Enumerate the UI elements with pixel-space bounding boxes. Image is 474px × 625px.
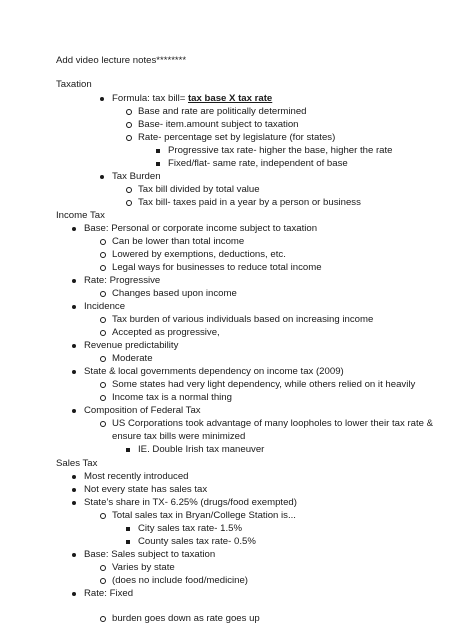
bullet-icon (72, 592, 76, 596)
list-item-text: Tax bill divided by total value (138, 184, 260, 195)
list-item-text: Base: Sales subject to taxation (84, 549, 216, 560)
circle-bullet-icon (100, 382, 106, 388)
formula-label: Formula: tax bill= (112, 93, 188, 104)
income-tax-heading: Income Tax (56, 210, 105, 221)
circle-bullet-icon (100, 252, 106, 258)
list-item-text: Base: Personal or corporate income subject to taxation (84, 223, 318, 234)
circle-bullet-icon (126, 200, 132, 206)
list-item-text: Base- item.amount subject to taxation (138, 119, 299, 130)
circle-bullet-icon (100, 513, 106, 519)
formula-emphasis: tax base X tax rate (187, 93, 273, 104)
list-item-text: Some states had very light dependency, while others relied on it heavily (112, 379, 416, 390)
circle-bullet-icon (100, 565, 106, 571)
list-item-text: Most recently introduced (84, 471, 189, 482)
circle-bullet-icon (100, 317, 106, 323)
list-item-text: Tax bill- taxes paid in a year by a person or business (138, 197, 361, 208)
circle-bullet-icon (126, 187, 132, 193)
circle-bullet-icon (100, 265, 106, 271)
list-item-text: Fixed/flat- same rate, independent of base (168, 158, 348, 169)
bullet-icon (72, 370, 76, 374)
circle-bullet-icon (100, 291, 106, 297)
list-item-text: burden goes down as rate goes up (112, 613, 260, 624)
circle-bullet-icon (100, 356, 106, 362)
bullet-icon (72, 501, 76, 505)
list-item-text: Rate: Fixed (84, 588, 134, 599)
list-item-text: Total sales tax in Bryan/College Station is... (112, 510, 296, 521)
bullet-icon (72, 488, 76, 492)
square-bullet-icon (126, 527, 130, 531)
list-item-text: Rate: Progressive (84, 275, 161, 286)
list-item-text: Tax Burden (112, 171, 161, 182)
list-item-text: City sales tax rate- 1.5% (138, 523, 242, 534)
list-item-text: State’s share in TX- 6.25% (drugs/food exempted) (84, 497, 297, 508)
bullet-icon (100, 175, 104, 179)
list-item-text: Rate- percentage set by legislature (for states) (138, 132, 336, 143)
circle-bullet-icon (100, 330, 106, 336)
list-item-text: Incidence (84, 301, 126, 312)
circle-bullet-icon (100, 616, 106, 622)
list-item-text: Composition of Federal Tax (84, 405, 201, 416)
bullet-icon (72, 279, 76, 283)
list-item-text: Changes based upon income (112, 288, 237, 299)
list-item-text: Moderate (112, 353, 153, 364)
circle-bullet-icon (100, 395, 106, 401)
list-item-text: Revenue predictability (84, 340, 179, 351)
list-item-text: IE. Double Irish tax maneuver (138, 444, 265, 455)
list-item-text: Legal ways for businesses to reduce total income (112, 262, 322, 273)
circle-bullet-icon (100, 578, 106, 584)
bullet-icon (72, 553, 76, 557)
bullet-icon (72, 227, 76, 231)
square-bullet-icon (126, 448, 130, 452)
bullet-icon (72, 475, 76, 479)
list-item-text: Varies by state (112, 562, 175, 573)
bullet-icon (100, 97, 104, 101)
list-item-text: (does no include food/medicine) (112, 575, 248, 586)
list-item-text: Not every state has sales tax (84, 484, 208, 495)
list-item-continuation: ensure tax bills were minimized (112, 431, 246, 442)
list-item-text: Income tax is a normal thing (112, 392, 232, 403)
list-item-text: Base and rate are politically determined (138, 106, 307, 117)
square-bullet-icon (156, 149, 160, 153)
square-bullet-icon (156, 162, 160, 166)
sales-tax-heading: Sales Tax (56, 458, 98, 469)
list-item-text: Progressive tax rate- higher the base, higher the rate (168, 145, 393, 156)
header-note: Add video lecture notes******** (56, 55, 187, 66)
list-item-text: Lowered by exemptions, deductions, etc. (112, 249, 286, 260)
circle-bullet-icon (126, 122, 132, 128)
square-bullet-icon (126, 540, 130, 544)
bullet-icon (72, 344, 76, 348)
circle-bullet-icon (100, 421, 106, 427)
list-item-text: Accepted as progressive, (112, 327, 220, 338)
list-item-text: Tax burden of various individuals based on increasing income (112, 314, 374, 325)
list-item-text: County sales tax rate- 0.5% (138, 536, 256, 547)
bullet-icon (72, 409, 76, 413)
taxation-heading: Taxation (56, 79, 92, 90)
bullet-icon (72, 305, 76, 309)
circle-bullet-icon (100, 239, 106, 245)
circle-bullet-icon (126, 109, 132, 115)
list-item-text: State & local governments dependency on income tax (2009) (84, 366, 344, 377)
list-item-text: US Corporations took advantage of many loopholes to lower their tax rate & (112, 418, 434, 429)
circle-bullet-icon (126, 135, 132, 141)
list-item-text: Can be lower than total income (112, 236, 245, 247)
